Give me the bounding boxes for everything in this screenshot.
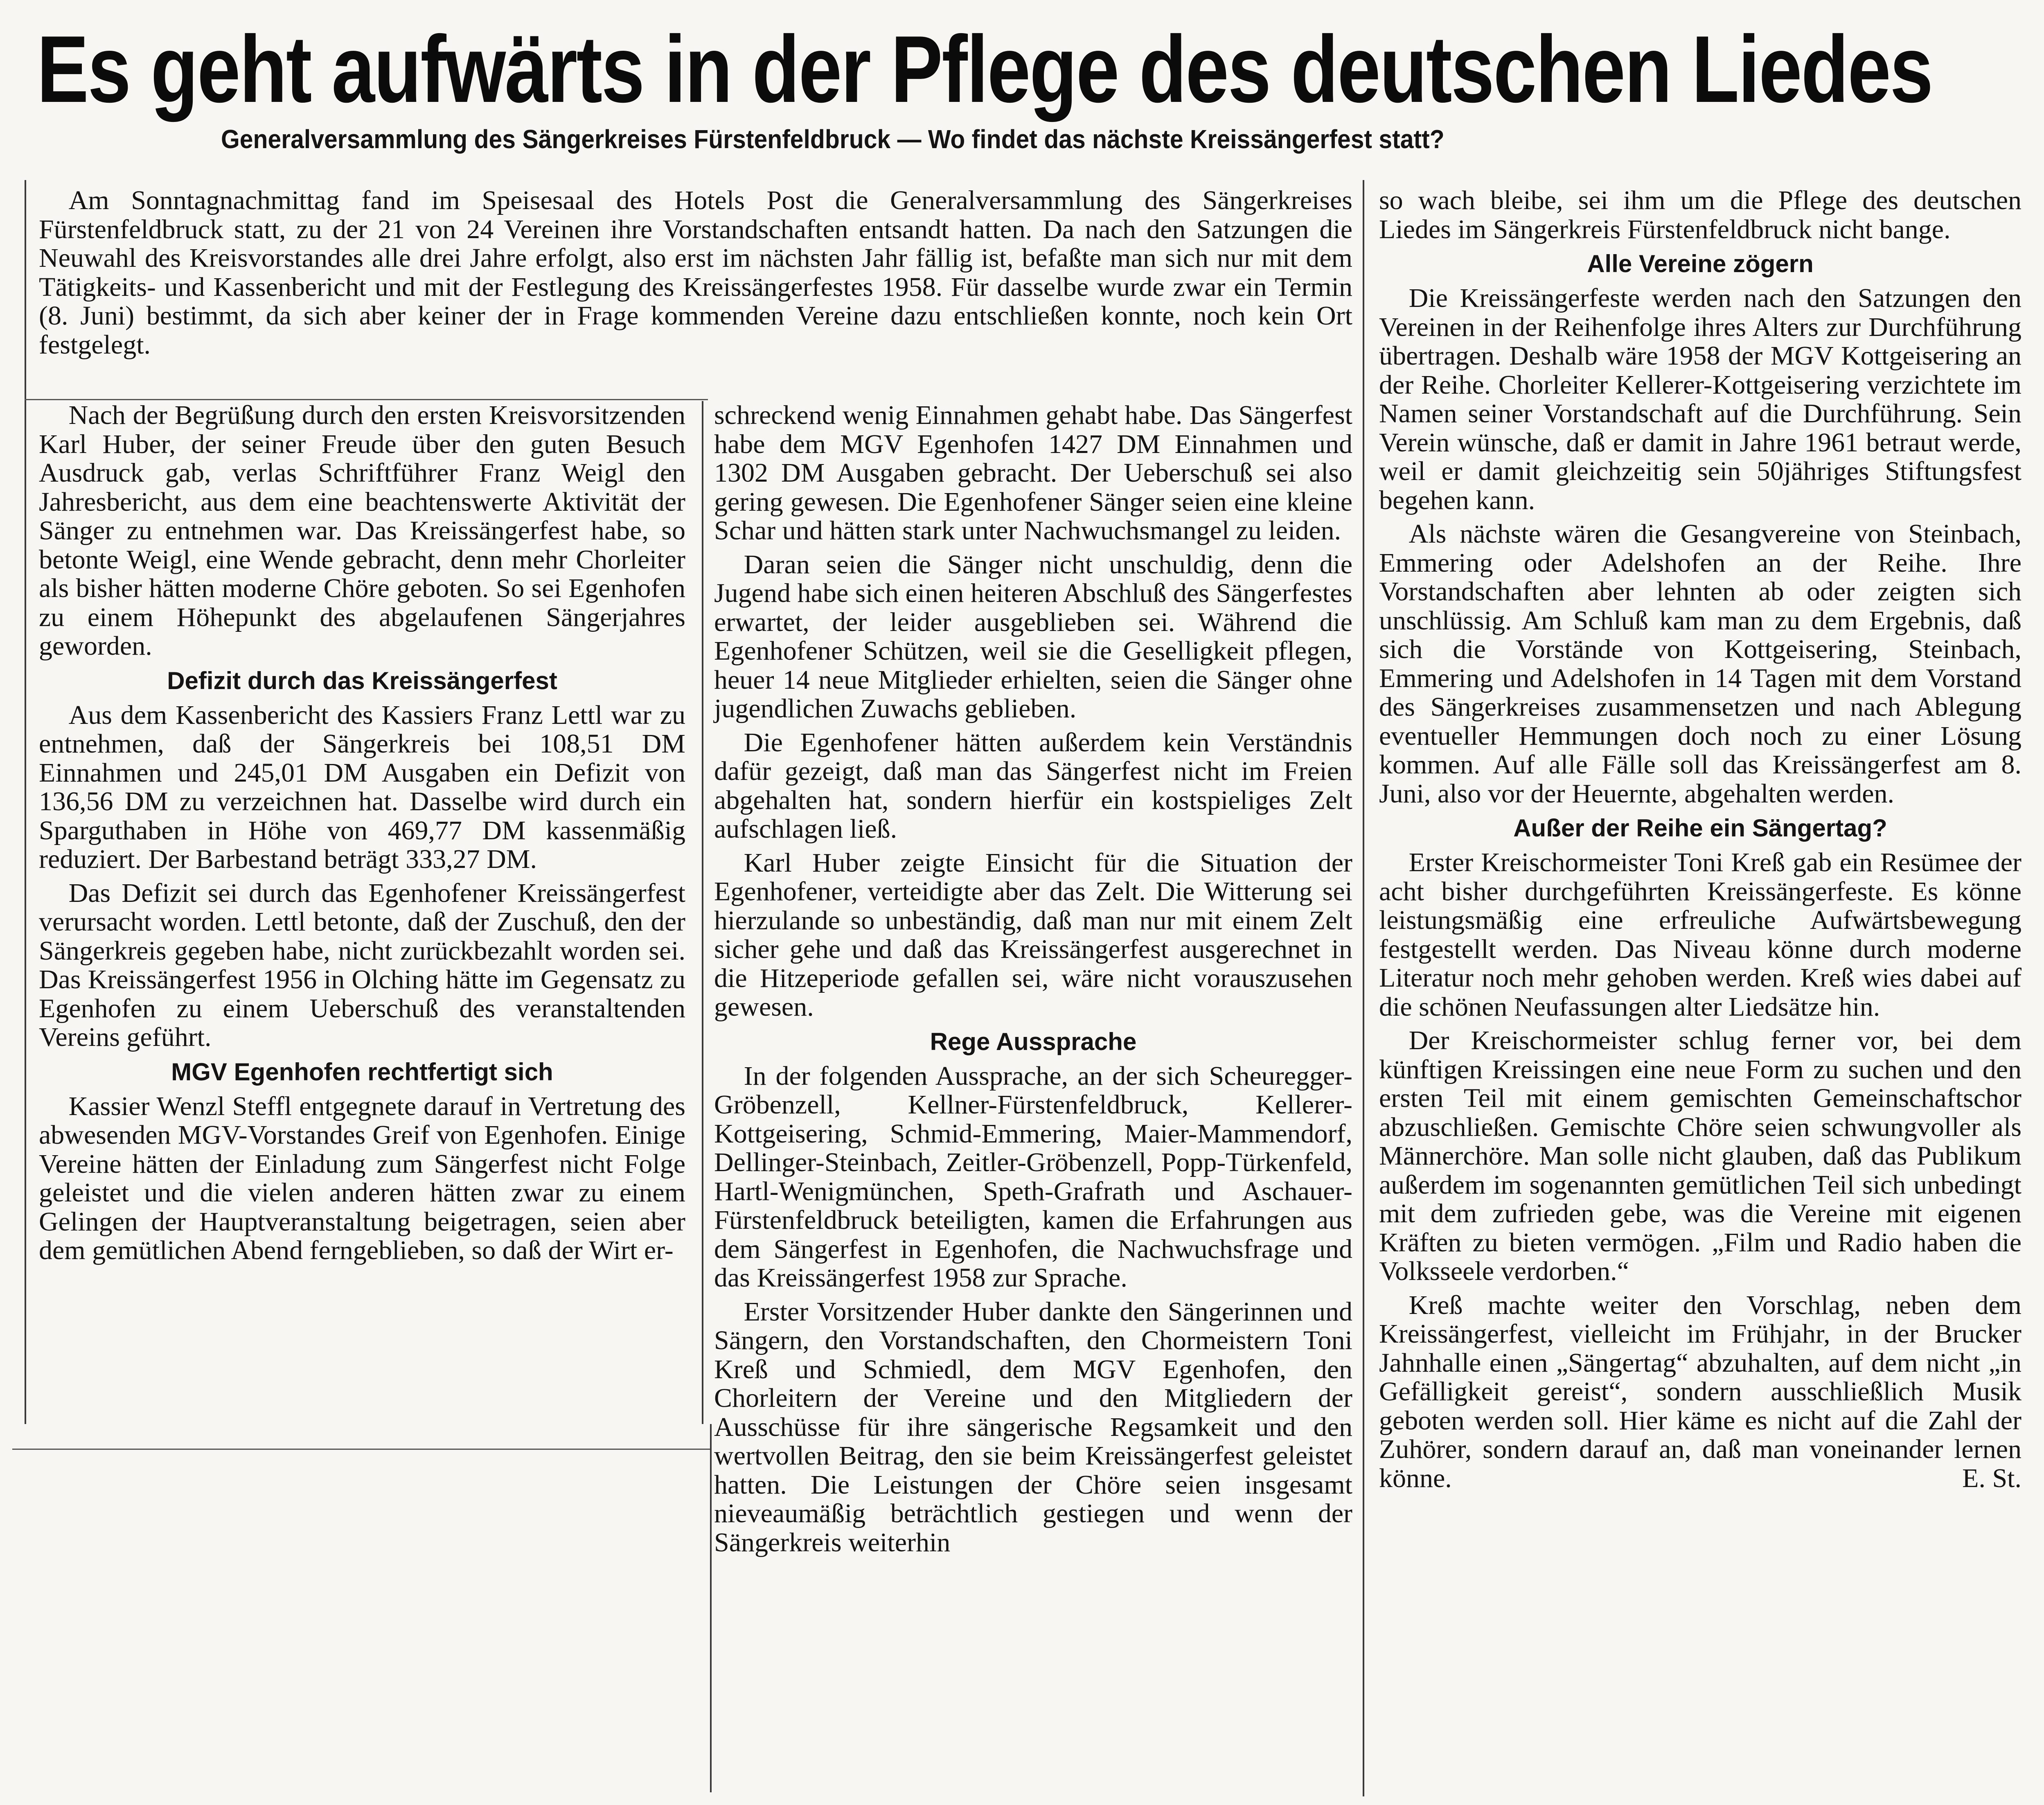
section-heading: Alle Vereine zögern xyxy=(1587,250,1814,277)
column-rule-2 xyxy=(710,1424,712,1792)
paragraph: Nach der Begrüßung durch den ersten Kreisvorsitzenden Karl Huber, der seiner Freude über den guten Besuch Ausdruck gab, verlas Schriftführer Franz Weigl den Jahresbericht, aus dem eine beachtenswerte Aktivität der Sänger zu entnehmen war. Das Kreissängerfest habe, so betonte Weigl, eine Wende gebracht, denn mehr Chorleiter als bisher hätten moderne Chöre geboten. So sei Egenhofen zu einem Höhepunkt des abgelaufenen Sängerjahres geworden. xyxy=(39,400,685,661)
paragraph-text: Kreß machte weiter den Vorschlag, neben dem Kreissängerfest, vielleicht im Frühjahr, in der Brucker Jahnhalle einen „Sängertag“ abzuhalten, auf dem nicht „in Gefälligkeit gereist“, sondern ausschließlich Musik geboten werden soll. Hier käme es nicht auf die Zahl der Zuhörer, sondern darauf an, daß man voneinander lernen könne. xyxy=(1379,1290,2021,1493)
paragraph: Die Egenhofener hätten außerdem kein Verständnis dafür gezeigt, daß man das Sängerfest nicht im Freien abgehalten hat, sondern hierfür ein kostspieliges Zelt aufschlagen ließ. xyxy=(714,727,1352,844)
paragraph: Karl Huber zeigte Einsicht für die Situation der Egenhofener, verteidigte aber das Zelt. Die Witterung sei hierzulande so unbeständig, daß man nur mit einem Zelt sicher gehe und daß das Kreissängerfest ausgerechnet in die Hitzeperiode gefallen sei, wäre nicht vorauszusehen gewesen. xyxy=(714,847,1352,1022)
section-heading: MGV Egenhofen rechtfertigt sich xyxy=(171,1058,553,1086)
subheadline: Generalversammlung des Sängerkreises Fürstenfeldbruck — Wo findet das nächste Kreissängerfest statt? xyxy=(221,124,1445,154)
paragraph: Kassier Wenzl Steffl entgegnete darauf in Vertretung des abwesenden MGV-Vorstandes Greif von Egenhofen. Einige Vereine hätten der Einladung zum Sängerfest nicht Folge geleistet und die vielen anderen hätten zwar zu einem Gelingen der Hauptveranstaltung beigetragen, seien aber dem gemütlichen Abend ferngeblieben, so daß der Wirt er- xyxy=(39,1091,685,1265)
section-heading: Rege Aussprache xyxy=(930,1028,1137,1055)
column-rule-3 xyxy=(1363,180,1364,1796)
paragraph: Die Kreissängerfeste werden nach den Satzungen den Vereinen in der Reihenfolge ihres Alters zur Durchführung übertragen. Deshalb wäre 1958 der MGV Kottgeisering an der Reihe. Chorleiter Kellerer-Kottgeisering verzichtete im Namen seiner Vorstandschaft auf die Durchführung. Sein Verein wünsche, daß er damit in Jahre 1961 betraut werde, weil er damit gleichzeitig sein 50jähriges Stiftungsfest begehen kann. xyxy=(1379,283,2021,515)
paragraph: Der Kreischormeister schlug ferner vor, bei dem künftigen Kreissingen eine neue Form zu suchen und den ersten Teil mit einem gemischten Gemeinschaftschor abzuschließen. Gemischte Chöre seien schwungvoller als Männerchöre. Man solle nicht glauben, daß das Publikum außerdem im sogenannten gemütlichen Teil sich unbedingt mit dem zufrieden gebe, was die Vereine mit eigenen Kräften zu bieten vermögen. „Film und Radio haben die Volksseele verdorben.“ xyxy=(1379,1025,2021,1286)
paragraph: In der folgenden Aussprache, an der sich Scheuregger-Gröbenzell, Kellner-Fürstenfeldbruck, Kellerer-Kottgeisering, Schmid-Emmering, Maier-Mammendorf, Dellinger-Steinbach, Zeitler-Gröbenzell, Popp-Türkenfeld, Hartl-Wenigmünchen, Speth-Grafrath und Aschauer-Fürstenfeldbruck beteiligten, kamen die Erfahrungen aus dem Sängerfest in Egenhofen, die Nachwuchsfrage und das Kreissängerfest 1958 zur Sprache. xyxy=(714,1061,1352,1293)
section-heading: Außer der Reihe ein Sängertag? xyxy=(1513,814,1887,842)
column-3 xyxy=(1379,186,2021,1498)
paragraph: Aus dem Kassenbericht des Kassiers Franz Lettl war zu entnehmen, daß der Sängerkreis bei 108,51 DM Einnahmen und 245,01 DM Ausgaben ein Defizit von 136,56 DM zu verzeichnen hat. Dasselbe wird durch ein Sparguthaben in Höhe von 469,77 DM kassenmäßig reduziert. Der Barbestand beträgt 333,27 DM. xyxy=(39,700,685,874)
paragraph: Erster Vorsitzender Huber dankte den Sängerinnen und Sängern, den Vorstandschaften, den Chormeistern Toni Kreß und Schmiedl, dem MGV Egenhofen, den Chorleitern der Vereine und den Mitgliedern der Ausschüsse für ihre sängerische Regsamkeit und den wertvollen Beitrag, den sie beim Kreissängerfest geleistet hatten. Die Leistungen der Chöre seien insgesamt nieveaumäßig beträchtlich gestiegen und wenn der Sängerkreis weiterhin xyxy=(714,1296,1352,1557)
lead-paragraph: Am Sonntagnachmittag fand im Speisesaal des Hotels Post die Generalversammlung des Sängerkreises Fürstenfeldbruck statt, zu der 21 von 24 Vereinen ihre Vorstandschaften entsandt hatten. Da nach den Satzungen die Neuwahl des Kreisvorstandes alle drei Jahre erfolgt, also erst im nächsten Jahr fällig ist, befaßte man sich nur mit dem Tätigkeits- und Kassenbericht und mit der Festlegung des Kreissängerfestes 1958. Für dasselbe wurde zwar ein Termin (8. Juni) bestimmt, da sich aber keiner der in Frage kommenden Vereine dazu entschließen konnte, noch kein Ort festgelegt. xyxy=(39,185,1352,360)
lead-paragraph-block xyxy=(39,186,1352,364)
column-1-bottom-rule xyxy=(12,1449,710,1450)
paragraph: Das Defizit sei durch das Egenhofener Kreissängerfest verursacht worden. Lettl betonte, daß der Zuschuß, den der Sängerkreis gegeben habe, nicht zurückbezahlt worden sei. Das Kreissängerfest 1956 in Olching hätte im Gegensatz zu Egenhofen zu einem Ueberschuß des veranstaltenden Vereins geführt. xyxy=(39,878,685,1052)
paragraph: so wach bleibe, sei ihm um die Pflege des deutschen Liedes im Sängerkreis Fürstenfeldbruck nicht bange. xyxy=(1379,185,2021,244)
section-heading: Defizit durch das Kreissängerfest xyxy=(167,667,557,694)
author-signature: E. St. xyxy=(1962,1463,2021,1493)
paragraph: Erster Kreischormeister Toni Kreß gab ein Resümee der acht bisher durchgeführten Kreissängerfeste. Es könne leistungsmäßig eine erfreuliche Aufwärtsbewegung festgestellt werden. Das Niveau könne durch moderne Literatur noch mehr gehoben werden. Kreß wies dabei auf die schönen Neufassungen alter Liedsätze hin. xyxy=(1379,847,2021,1022)
headline: Es geht aufwärts in der Pflege des deutschen Liedes xyxy=(37,16,1932,122)
column-rule-1 xyxy=(702,401,703,1424)
paragraph: Als nächste wären die Gesangvereine von Steinbach, Emmering oder Adelshofen an der Reihe. Ihre Vorstandschaften aber lehnten ab oder zeigten sich unschlüssig. Am Schluß kam man zu dem Ergebnis, daß sich die Vorstände von Kottgeisering, Steinbach, Emmering und Adelshofen in 14 Tagen mit dem Vorstand des Sängerkreises zusammensetzen und nach Ablegung eventueller Hemmungen doch noch zu einer Lösung kommen. Auf alle Fälle soll das Kreissängerfest am 8. Juni, also vor der Heuernte, abgehalten werden. xyxy=(1379,519,2021,809)
left-border-rule xyxy=(25,180,26,1424)
paragraph: Daran seien die Sänger nicht unschuldig, denn die Jugend habe sich einen heiteren Abschluß des Sängerfestes erwartet, der leider ausgeblieben sei. Während die Egenhofener Schützen, weil sie die Geselligkeit pflegen, heuer 14 neue Mitglieder erhielten, seien die Sänger ohne jugendlichen Zuwachs geblieben. xyxy=(714,549,1352,723)
paragraph: schreckend wenig Einnahmen gehabt habe. Das Sängerfest habe dem MGV Egenhofen 1427 DM Einnahmen und 1302 DM Ausgaben gebracht. Der Ueberschuß sei also gering gewesen. Die Egenhofener Sänger seien eine kleine Schar und hätten stark unter Nachwuchsmangel zu leiden. xyxy=(714,400,1352,545)
paragraph xyxy=(1379,1291,2021,1493)
column-1 xyxy=(39,401,685,1270)
column-2 xyxy=(714,401,1352,1562)
